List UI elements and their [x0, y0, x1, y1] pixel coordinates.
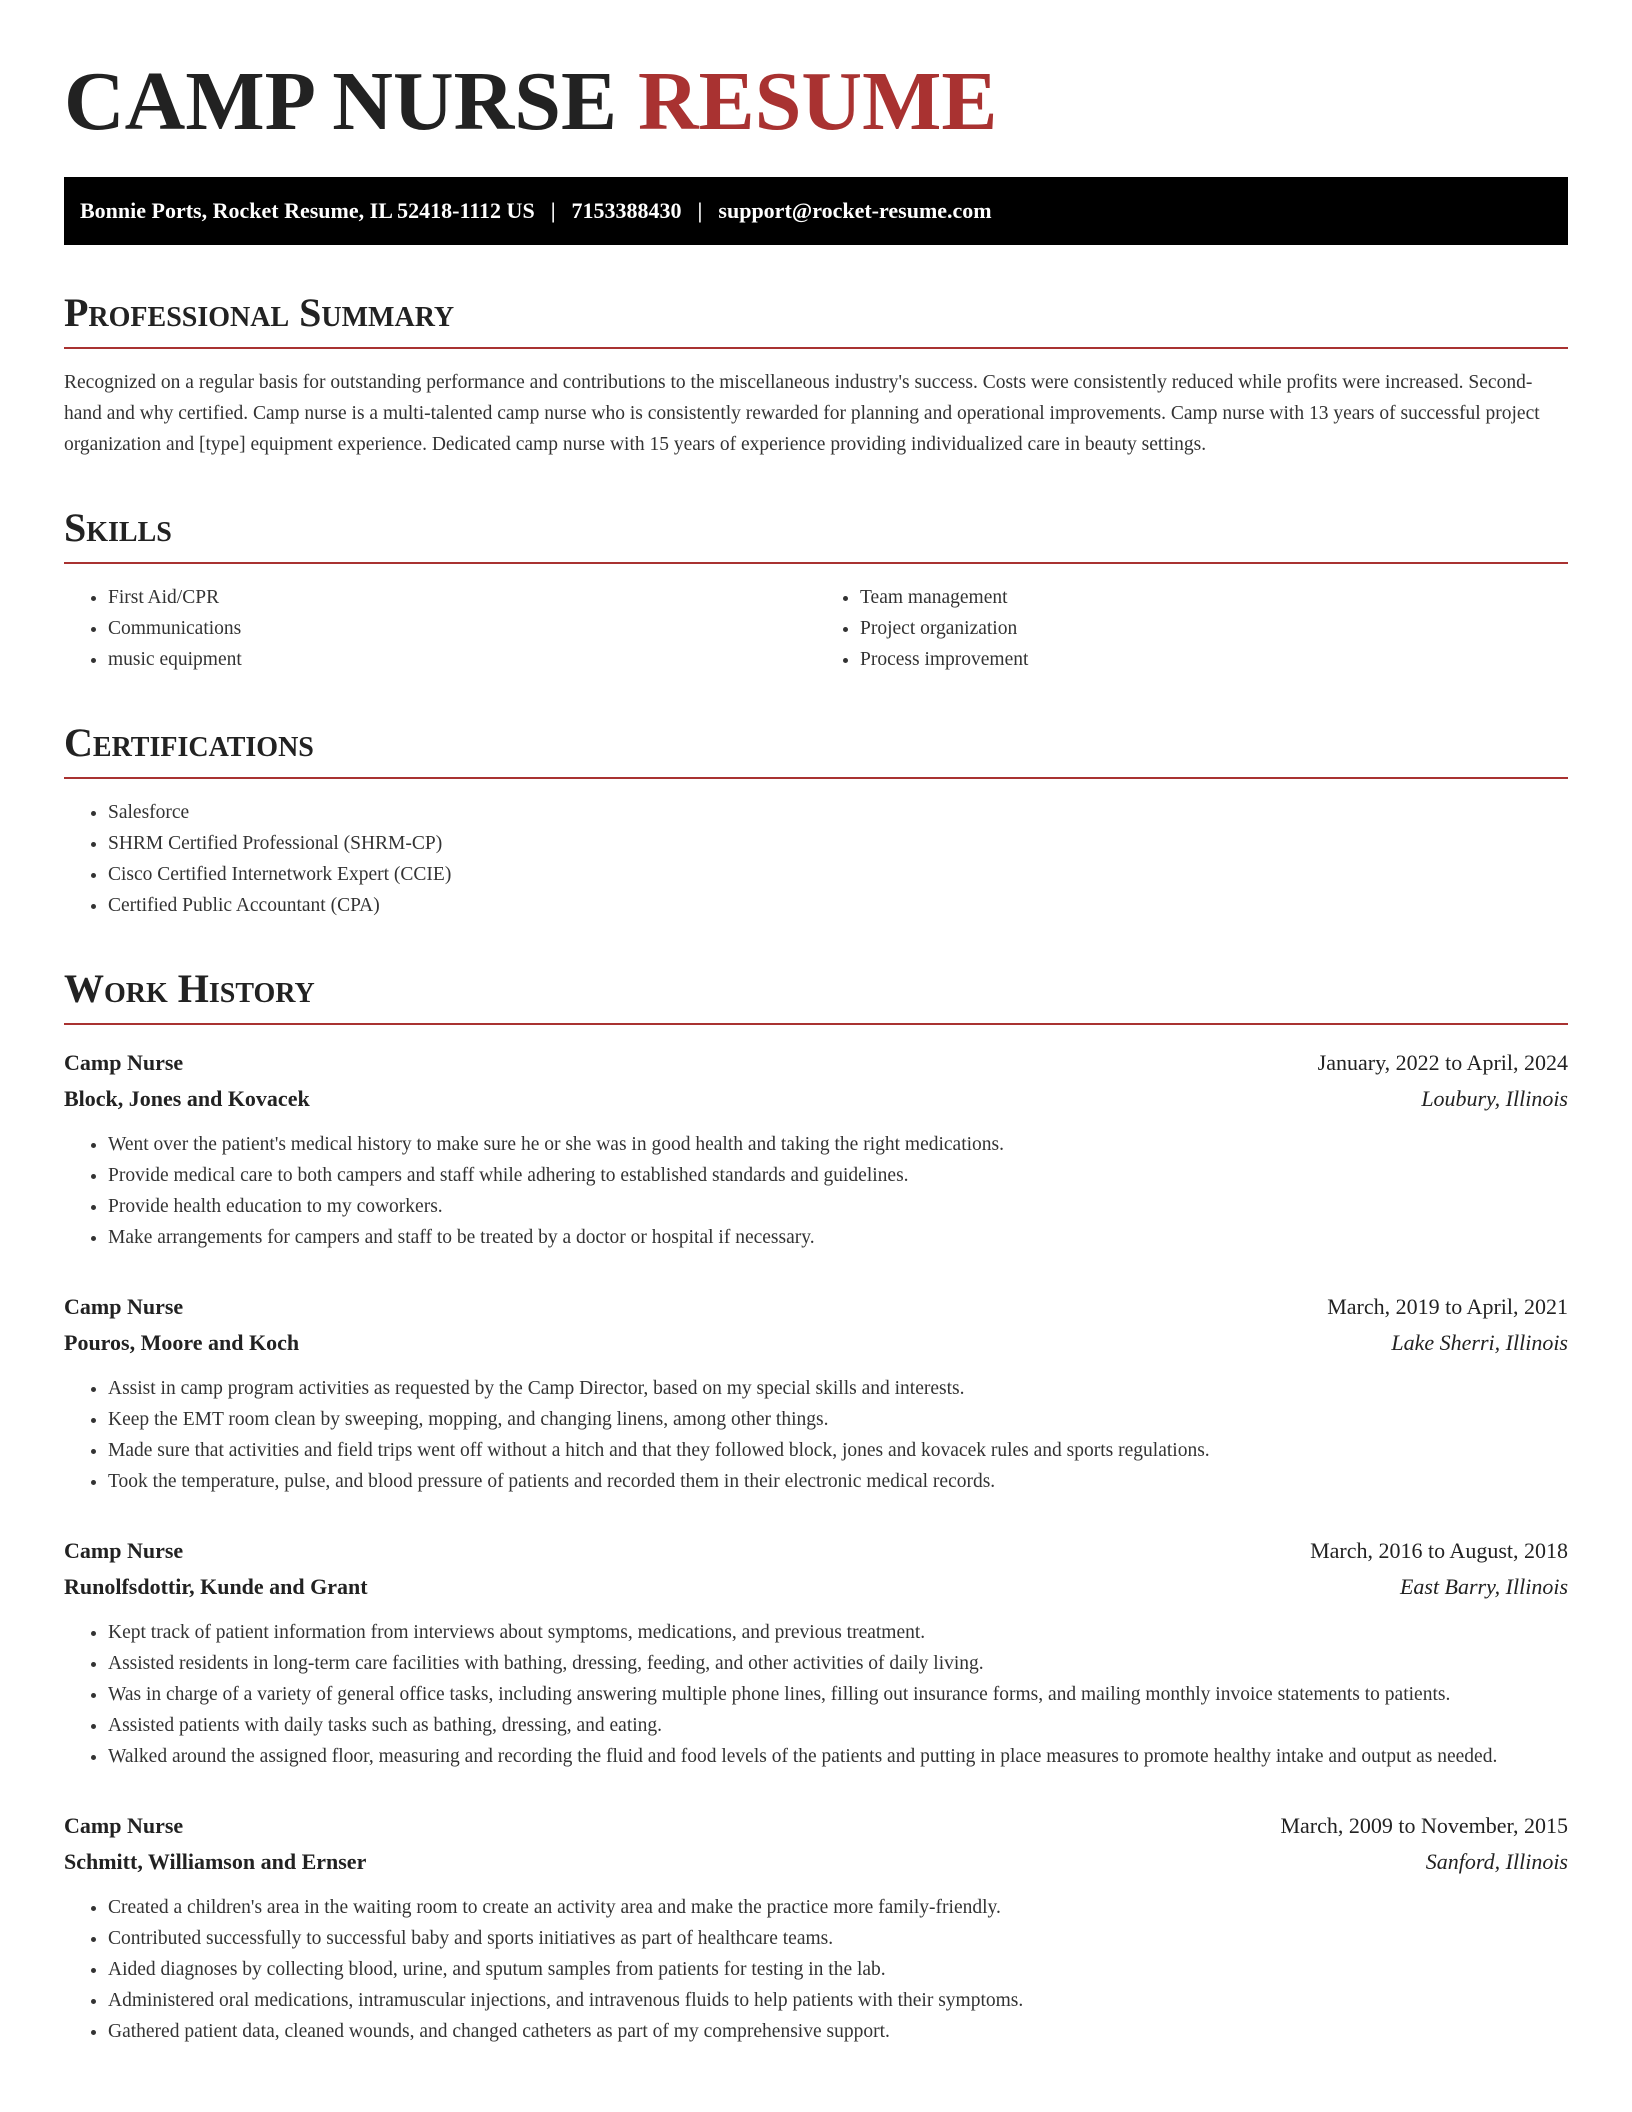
title-main: CAMP NURSE [64, 55, 618, 148]
certifications-list [64, 797, 1568, 921]
job-entry [64, 1808, 1568, 2047]
job-bullet: • Keep the EMT room clean by sweeping, mopping, and changing linens, among other things. [108, 1404, 1568, 1435]
job-company-row [64, 1844, 1568, 1880]
job-dates: March, 2016 to August, 2018 [1310, 1537, 1568, 1563]
summary-heading: Professional Summary [64, 291, 1568, 349]
job-title: Camp Nurse [64, 1293, 184, 1319]
job-bullet: • Walked around the assigned floor, measuring and recording the fluid and food levels of the patients and putting in place measures to promote healthy intake and output as needed. [108, 1741, 1568, 1772]
job-bullet: • Assisted residents in long-term care facilities with bathing, dressing, feeding, and other activities of daily living. [108, 1648, 1568, 1679]
contact-separator: | [697, 197, 703, 223]
job-bullet: • Aided diagnoses by collecting blood, urine, and sputum samples from patients for testing in the lab. [108, 1954, 1568, 1985]
job-entry [64, 1289, 1568, 1497]
list-item: • Communications [108, 613, 816, 644]
contact-phone: 7153388430 [571, 197, 682, 223]
list-item: • SHRM Certified Professional (SHRM-CP) [108, 828, 1568, 859]
job-title: Camp Nurse [64, 1049, 184, 1075]
job-header-row [64, 1808, 1568, 1844]
job-dates: January, 2022 to April, 2024 [1317, 1049, 1568, 1075]
job-entry [64, 1045, 1568, 1253]
skills-grid [64, 582, 1568, 675]
job-location: Sanford, Illinois [1425, 1848, 1568, 1874]
job-location: East Barry, Illinois [1399, 1573, 1568, 1599]
job-bullet: • Gathered patient data, cleaned wounds, and changed catheters as part of my comprehensive support. [108, 2016, 1568, 2047]
contact-separator: | [550, 197, 556, 223]
summary-text: Recognized on a regular basis for outstanding performance and contributions to the miscellaneous industry's success. Costs were consistently reduced while profits were increased. Second-hand and why certified. Camp nurse is a multi-talented camp nurse who is consistently rewarded for planning and operational improvements. Camp nurse with 13 years of successful project organization and [type] equipment experience. Dedicated camp nurse with 15 years of experience providing individualized care in beauty settings. [64, 371, 1540, 455]
job-entry [64, 1533, 1568, 1772]
job-header-row [64, 1045, 1568, 1081]
job-header-row [64, 1533, 1568, 1569]
certifications-heading: Certifications [64, 721, 1568, 779]
job-bullet: • Made sure that activities and field trips went off without a hitch and that they followed block, jones and kovacek rules and sports regulations. [108, 1435, 1568, 1466]
job-bullet: • Created a children's area in the waiting room to create an activity area and make the practice more family-friendly. [108, 1892, 1568, 1923]
skills-list-left [64, 582, 816, 675]
job-bullet: • Provide health education to my coworkers. [108, 1191, 1568, 1222]
job-bullet: • Assisted patients with daily tasks such as bathing, dressing, and eating. [108, 1710, 1568, 1741]
job-title: Camp Nurse [64, 1537, 184, 1563]
job-header-row [64, 1289, 1568, 1325]
job-company: Runolfsdottir, Kunde and Grant [64, 1573, 368, 1599]
job-location: Loubury, Illinois [1421, 1085, 1568, 1111]
job-title: Camp Nurse [64, 1812, 184, 1838]
job-company: Pouros, Moore and Koch [64, 1329, 300, 1355]
job-company-row [64, 1081, 1568, 1117]
skills-heading: Skills [64, 506, 1568, 564]
list-item: • First Aid/CPR [108, 582, 816, 613]
job-dates: March, 2009 to November, 2015 [1280, 1812, 1568, 1838]
job-bullets [64, 1129, 1568, 1253]
title-accent: RESUME [638, 55, 998, 148]
job-company: Block, Jones and Kovacek [64, 1085, 310, 1111]
skills-list-right [816, 582, 1568, 675]
job-bullets [64, 1892, 1568, 2047]
job-bullet: • Make arrangements for campers and staff to be treated by a doctor or hospital if necessary. [108, 1222, 1568, 1253]
list-item: • Project organization [860, 613, 1568, 644]
job-bullets [64, 1373, 1568, 1497]
job-bullet: • Was in charge of a variety of general office tasks, including answering multiple phone lines, filling out insurance forms, and mailing monthly invoice statements to patients. [108, 1679, 1568, 1710]
work-history-list [64, 1045, 1568, 2047]
job-company-row [64, 1569, 1568, 1605]
list-item: • music equipment [108, 644, 816, 675]
job-company-row [64, 1325, 1568, 1361]
contact-address: Bonnie Ports, Rocket Resume, IL 52418-1112 US [80, 197, 535, 223]
job-bullet: • Took the temperature, pulse, and blood pressure of patients and recorded them in their electronic medical records. [108, 1466, 1568, 1497]
work-history-heading: Work History [64, 967, 1568, 1025]
contact-bar [64, 177, 1568, 245]
job-bullet: • Went over the patient's medical history to make sure he or she was in good health and taking the right medications. [108, 1129, 1568, 1160]
job-dates: March, 2019 to April, 2021 [1327, 1293, 1568, 1319]
job-bullet: • Kept track of patient information from interviews about symptoms, medications, and previous treatment. [108, 1617, 1568, 1648]
job-bullet: • Administered oral medications, intramuscular injections, and intravenous fluids to help patients with their symptoms. [108, 1985, 1568, 2016]
list-item: • Salesforce [108, 797, 1568, 828]
list-item: • Process improvement [860, 644, 1568, 675]
job-bullet: • Assist in camp program activities as requested by the Camp Director, based on my special skills and interests. [108, 1373, 1568, 1404]
list-item: • Certified Public Accountant (CPA) [108, 890, 1568, 921]
resume-title [64, 52, 1568, 153]
job-bullets [64, 1617, 1568, 1772]
contact-email: support@rocket-resume.com [718, 197, 992, 223]
job-bullet: • Provide medical care to both campers and staff while adhering to established standards and guidelines. [108, 1160, 1568, 1191]
job-company: Schmitt, Williamson and Ernser [64, 1848, 367, 1874]
job-bullet: • Contributed successfully to successful baby and sports initiatives as part of healthcare teams. [108, 1923, 1568, 1954]
list-item: • Team management [860, 582, 1568, 613]
list-item: • Cisco Certified Internetwork Expert (CCIE) [108, 859, 1568, 890]
job-location: Lake Sherri, Illinois [1391, 1329, 1568, 1355]
